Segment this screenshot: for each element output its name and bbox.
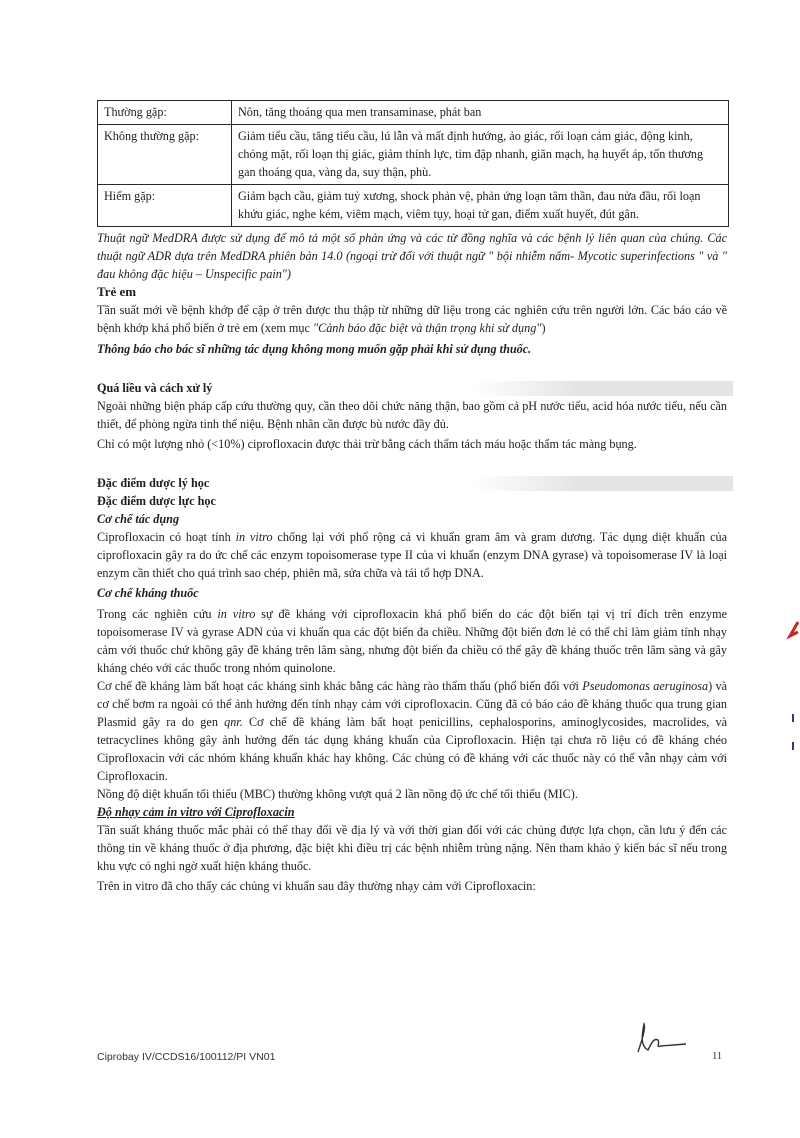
italic-term: qnr. — [224, 715, 243, 729]
frequency-description: Giảm bạch cầu, giảm tuỷ xương, shock phản vệ, phản ứng loạn tâm thần, đau nửa đầu, rối loạn khứu giác, nghe kém, viêm mạch, viêm tụy, hoại tử gan, điểm xuất huyết, đút gân. — [232, 185, 729, 227]
frequency-label: Hiếm gặp: — [98, 185, 232, 227]
text-run: chống lại với phổ rộng cả vi khuẩn gram âm và gram dương. Tác dụng diệt khuẩn của ciprofloxacin gây ra do ức chế các enzym topoisomerase type II của vi khuẩn (enzym DNA gyrase) và topoisomerase IV là loại enzym cần thiết cho quá trình sao chép, phiên mã, sửa chữa và tái tổ hợp DNA. — [97, 530, 728, 580]
document-code: Ciprobay IV/CCDS16/100112/PI VN01 — [97, 1051, 276, 1063]
paragraph — [97, 528, 727, 582]
meddra-note: Thuật ngữ MedDRA được sử dụng để mô tả một số phản ứng và các từ đồng nghĩa và các bệnh lý liên quan của chúng. Các thuật ngữ ADR dựa trên MedDRA phiên bản 14.0 (ngoại trừ đối với thuật ngữ " bội nhiễm nấm- Mycotic superinfections " và " đau không đặc hiệu – Unspecific pain") — [97, 231, 727, 281]
paragraph — [97, 605, 727, 677]
paragraph — [97, 677, 727, 785]
blue-edge-mark — [790, 712, 798, 752]
table-row — [98, 101, 729, 125]
frequency-description: Giảm tiểu cầu, tăng tiểu cầu, lú lẫn và mất định hướng, ảo giác, rối loạn cảm giác, động kinh, chóng mặt, rối loạn thị giác, giảm thính lực, tim đập nhanh, giãn mạch, hạ huyết áp, tổn thương gan thoáng qua, vàng da, suy thận, phù. — [232, 125, 729, 185]
subheading-do-nhay-cam: Độ nhạy cảm in vitro với Ciprofloxacin — [97, 805, 295, 819]
paragraph: Tần suất kháng thuốc mắc phải có thể thay đổi về địa lý và với thời gian đối với các chủng được lựa chọn, cần lưu ý đến các thông tin về kháng thuốc ở địa phương, đặc biệt khi điều trị các bệnh nhiễm trùng nặng. Nên tham khảo ý kiến bác sĩ nếu trong khu vực có nghi ngờ xuất hiện kháng thuốc. — [97, 823, 727, 873]
section-heading-duoc-ly: Đặc điểm dược lý học — [97, 474, 727, 492]
italic-term: in vitro — [235, 530, 273, 544]
frequency-label: Thường gặp: — [98, 101, 232, 125]
text-run: Cơ chế đề kháng làm bất hoạt các kháng sinh khác bằng các hàng rào thẩm thấu (phổ biến đối với — [97, 679, 583, 693]
paragraph: Nồng độ diệt khuẩn tối thiểu (MBC) thường không vượt quá 2 lần nồng độ ức chế tối thiểu (MIC). — [97, 787, 578, 801]
frequency-label: Không thường gặp: — [98, 125, 232, 185]
section-heading-qua-lieu: Quá liều và cách xử lý — [97, 379, 727, 397]
subheading-co-che-khang-thuoc: Cơ chế kháng thuốc — [97, 586, 199, 600]
red-edge-mark — [786, 620, 800, 640]
italic-term: Pseudomonas aeruginosa — [582, 679, 709, 693]
signature-initials — [630, 1020, 700, 1060]
paragraph: Ngoài những biện pháp cấp cứu thường quy, cần theo dõi chức năng thận, bao gồm cả pH nước tiểu, acid hóa nước tiểu, nếu cần thiết, để phòng ngừa tinh thể niệu. Bệnh nhân cần được bù nước đầy đủ. — [97, 399, 727, 431]
paragraph: Trên in vitro đã cho thấy các chủng vi khuẩn sau đây thường nhạy cảm với Ciprofloxacin: — [97, 879, 536, 893]
text-run: Trong các nghiên cứu — [97, 607, 218, 621]
text-run: sự đề kháng với ciprofloxacin khá phổ biến do các đột biến tại vị trí đích trên enzyme topoisomerase IV và gyrase ADN của vi khuẩn qua các đột biến đa chiều. Những đột biến đơn lẻ có thể chỉ làm giảm tính nhạy cảm với thuốc chứ không gây đề kháng trên lâm sàng, nhưng đột biến đa chiều có thể gây đề kháng thuốc trên lâm sàng và gây kháng chéo với các thuốc trong nhóm quinolone. — [97, 607, 728, 675]
text-run: Tần suất mới về bệnh khớp để cập ở trên được thu thập từ những dữ liệu trong các nghiên cứu trên người lớn. Các báo cáo về bệnh khớp khá phổ biến ở trẻ em (xem mục — [97, 303, 727, 335]
frequency-description: Nôn, tăng thoáng qua men transaminase, phát ban — [232, 101, 729, 125]
text-run: Ciprofloxacin có hoạt tính — [97, 530, 236, 544]
subheading-duoc-luc: Đặc điểm dược lực học — [97, 494, 216, 508]
italic-term: in vitro — [217, 607, 256, 621]
table-row — [98, 185, 729, 227]
paragraph — [97, 301, 727, 337]
section-heading-tre-em: Trẻ em — [97, 284, 137, 299]
text-run: Cơ chế đề kháng làm bất hoạt penicillins, cephalosporins, aminoglycosides, macrolides, và tetracyclines không gây ảnh hưởng đến tác dụng kháng khuẩn của Ciprofloxacin. Hiện tại chưa rõ liệu có đề kháng chéo Ciprofloxacin với các nhóm kháng khuẩn khác hay không. Các chủng có đề kháng với các thuốc này có thể vẫn nhạy cảm với Ciprofloxacin. — [97, 715, 727, 783]
paragraph: Chỉ có một lượng nhỏ (<10%) ciprofloxacin được thải trừ bằng cách thẩm tách máu hoặc thẩm tác màng bụng. — [97, 437, 637, 451]
text-run: ) — [541, 321, 546, 335]
table-row — [98, 125, 729, 185]
page-number: 11 — [712, 1051, 723, 1062]
notice-text: Thông báo cho bác sĩ những tác dụng không mong muốn gặp phải khi sử dụng thuốc. — [97, 342, 532, 356]
adr-frequency-table — [97, 100, 729, 227]
text-run: ) và cơ chế bơm ra ngoài có thể ảnh hưởng đến tính nhạy cảm với ciprofloxacin. Cũng đã có báo cáo đề kháng thuốc qua trung gian Plasmid gây ra do gen — [97, 679, 728, 729]
subheading-co-che-tac-dung: Cơ chế tác dụng — [97, 512, 180, 526]
cross-reference: "Cảnh báo đặc biệt và thận trọng khi sử dụng" — [312, 321, 542, 335]
document-page — [97, 100, 727, 895]
